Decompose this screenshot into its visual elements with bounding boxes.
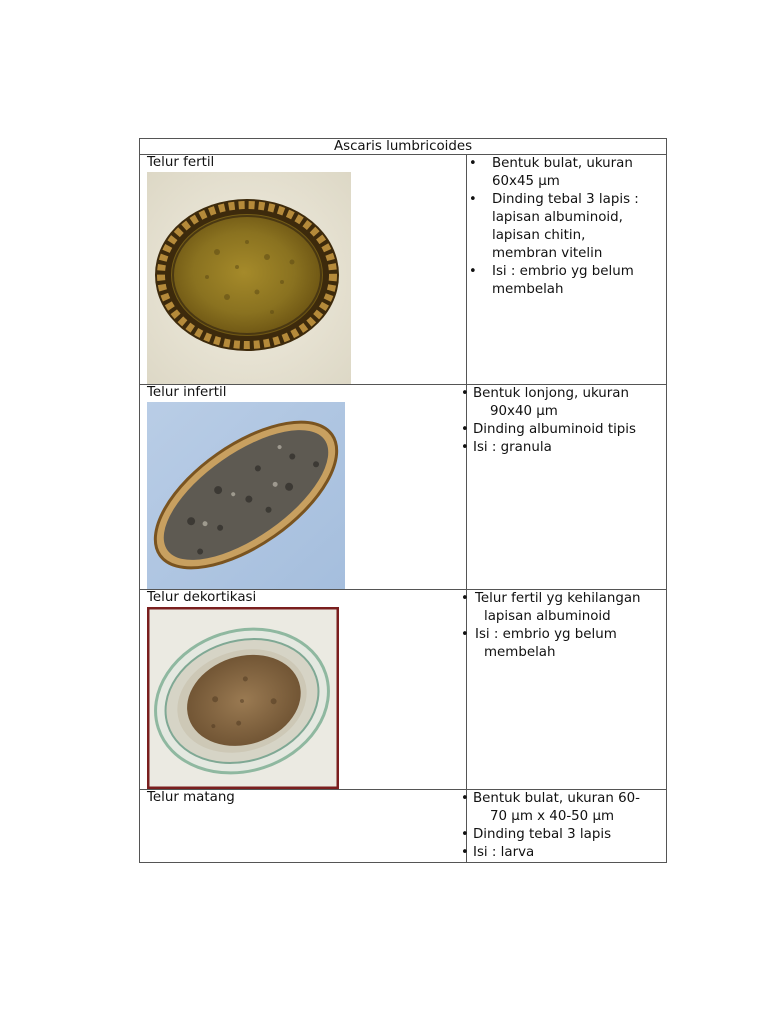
table-row xyxy=(140,590,667,790)
item-text-cont: membelah xyxy=(492,282,564,297)
table-row xyxy=(140,790,667,863)
list-item: • Dinding tebal 3 lapis xyxy=(467,826,666,844)
item-text: Isi : embrio yg belum xyxy=(492,264,634,279)
decorticated-egg-image xyxy=(147,607,339,789)
item-text: Dinding albuminoid tipis xyxy=(473,422,636,437)
row-desc-cell xyxy=(467,155,667,385)
item-text: Bentuk lonjong, ukuran xyxy=(473,386,629,401)
row-label-cell xyxy=(140,590,467,790)
table-row xyxy=(140,385,667,590)
item-text: Bentuk bulat, ukuran xyxy=(492,156,633,171)
list-item: • Isi : embrio yg belum membelah xyxy=(469,264,634,297)
list-item: • Isi : larva xyxy=(467,844,666,862)
row-label: Telur matang xyxy=(147,790,235,805)
desc-list xyxy=(461,790,666,862)
list-item: • Isi : granula xyxy=(467,439,666,457)
list-item: • Bentuk bulat, ukuran 60- 70 µm x 40-50 µm xyxy=(467,790,666,826)
item-text: Dinding tebal 3 lapis xyxy=(473,827,612,842)
row-desc-cell xyxy=(461,385,667,590)
row-label: Telur dekortikasi xyxy=(147,590,257,605)
row-label-cell xyxy=(140,790,467,863)
row-label: Telur infertil xyxy=(147,385,227,400)
list-item: • Bentuk lonjong, ukuran 90x40 µm xyxy=(467,385,666,421)
list-item: • Dinding albuminoid tipis xyxy=(467,421,666,439)
desc-list xyxy=(467,155,666,299)
item-text-cont: membelah xyxy=(484,645,556,660)
item-text-cont: lapisan albuminoid xyxy=(484,609,611,624)
desc-list xyxy=(461,385,666,457)
row-desc-cell xyxy=(461,590,667,790)
row-label-cell xyxy=(140,155,467,385)
item-text: Dinding tebal 3 lapis : xyxy=(492,192,639,207)
row-label: Telur fertil xyxy=(147,155,215,170)
list-item: • Isi : embrio yg belum membelah xyxy=(467,626,666,662)
item-text: Telur fertil yg kehilangan xyxy=(475,591,641,606)
item-text-cont: lapisan albuminoid, xyxy=(492,210,623,225)
list-item: • Dinding tebal 3 lapis : lapisan albuminoid, lapisan chitin, membran vitelin xyxy=(469,192,639,261)
item-text-cont: 90x40 µm xyxy=(490,404,558,419)
row-label-cell xyxy=(140,385,467,590)
desc-list xyxy=(461,590,666,662)
item-text-cont: 60x45 µm xyxy=(492,174,560,189)
item-text: Isi : granula xyxy=(473,440,552,455)
item-text-cont: 70 µm x 40-50 µm xyxy=(490,809,615,824)
item-text: Isi : larva xyxy=(473,845,535,860)
list-item: • Bentuk bulat, ukuran 60x45 µm xyxy=(469,156,633,189)
item-text: Bentuk bulat, ukuran 60- xyxy=(473,791,640,806)
item-text: Isi : embrio yg belum xyxy=(475,627,617,642)
item-text-cont: membran vitelin xyxy=(492,246,603,261)
infertile-egg-image xyxy=(147,402,345,589)
ascaris-table xyxy=(139,138,667,863)
row-desc-cell xyxy=(461,790,667,863)
fertile-egg-image xyxy=(147,172,351,384)
table-title: Ascaris lumbricoides xyxy=(140,139,667,155)
list-item: • Telur fertil yg kehilangan lapisan albuminoid xyxy=(467,590,666,626)
table-row xyxy=(140,155,667,385)
item-text-cont: lapisan chitin, xyxy=(492,228,586,243)
